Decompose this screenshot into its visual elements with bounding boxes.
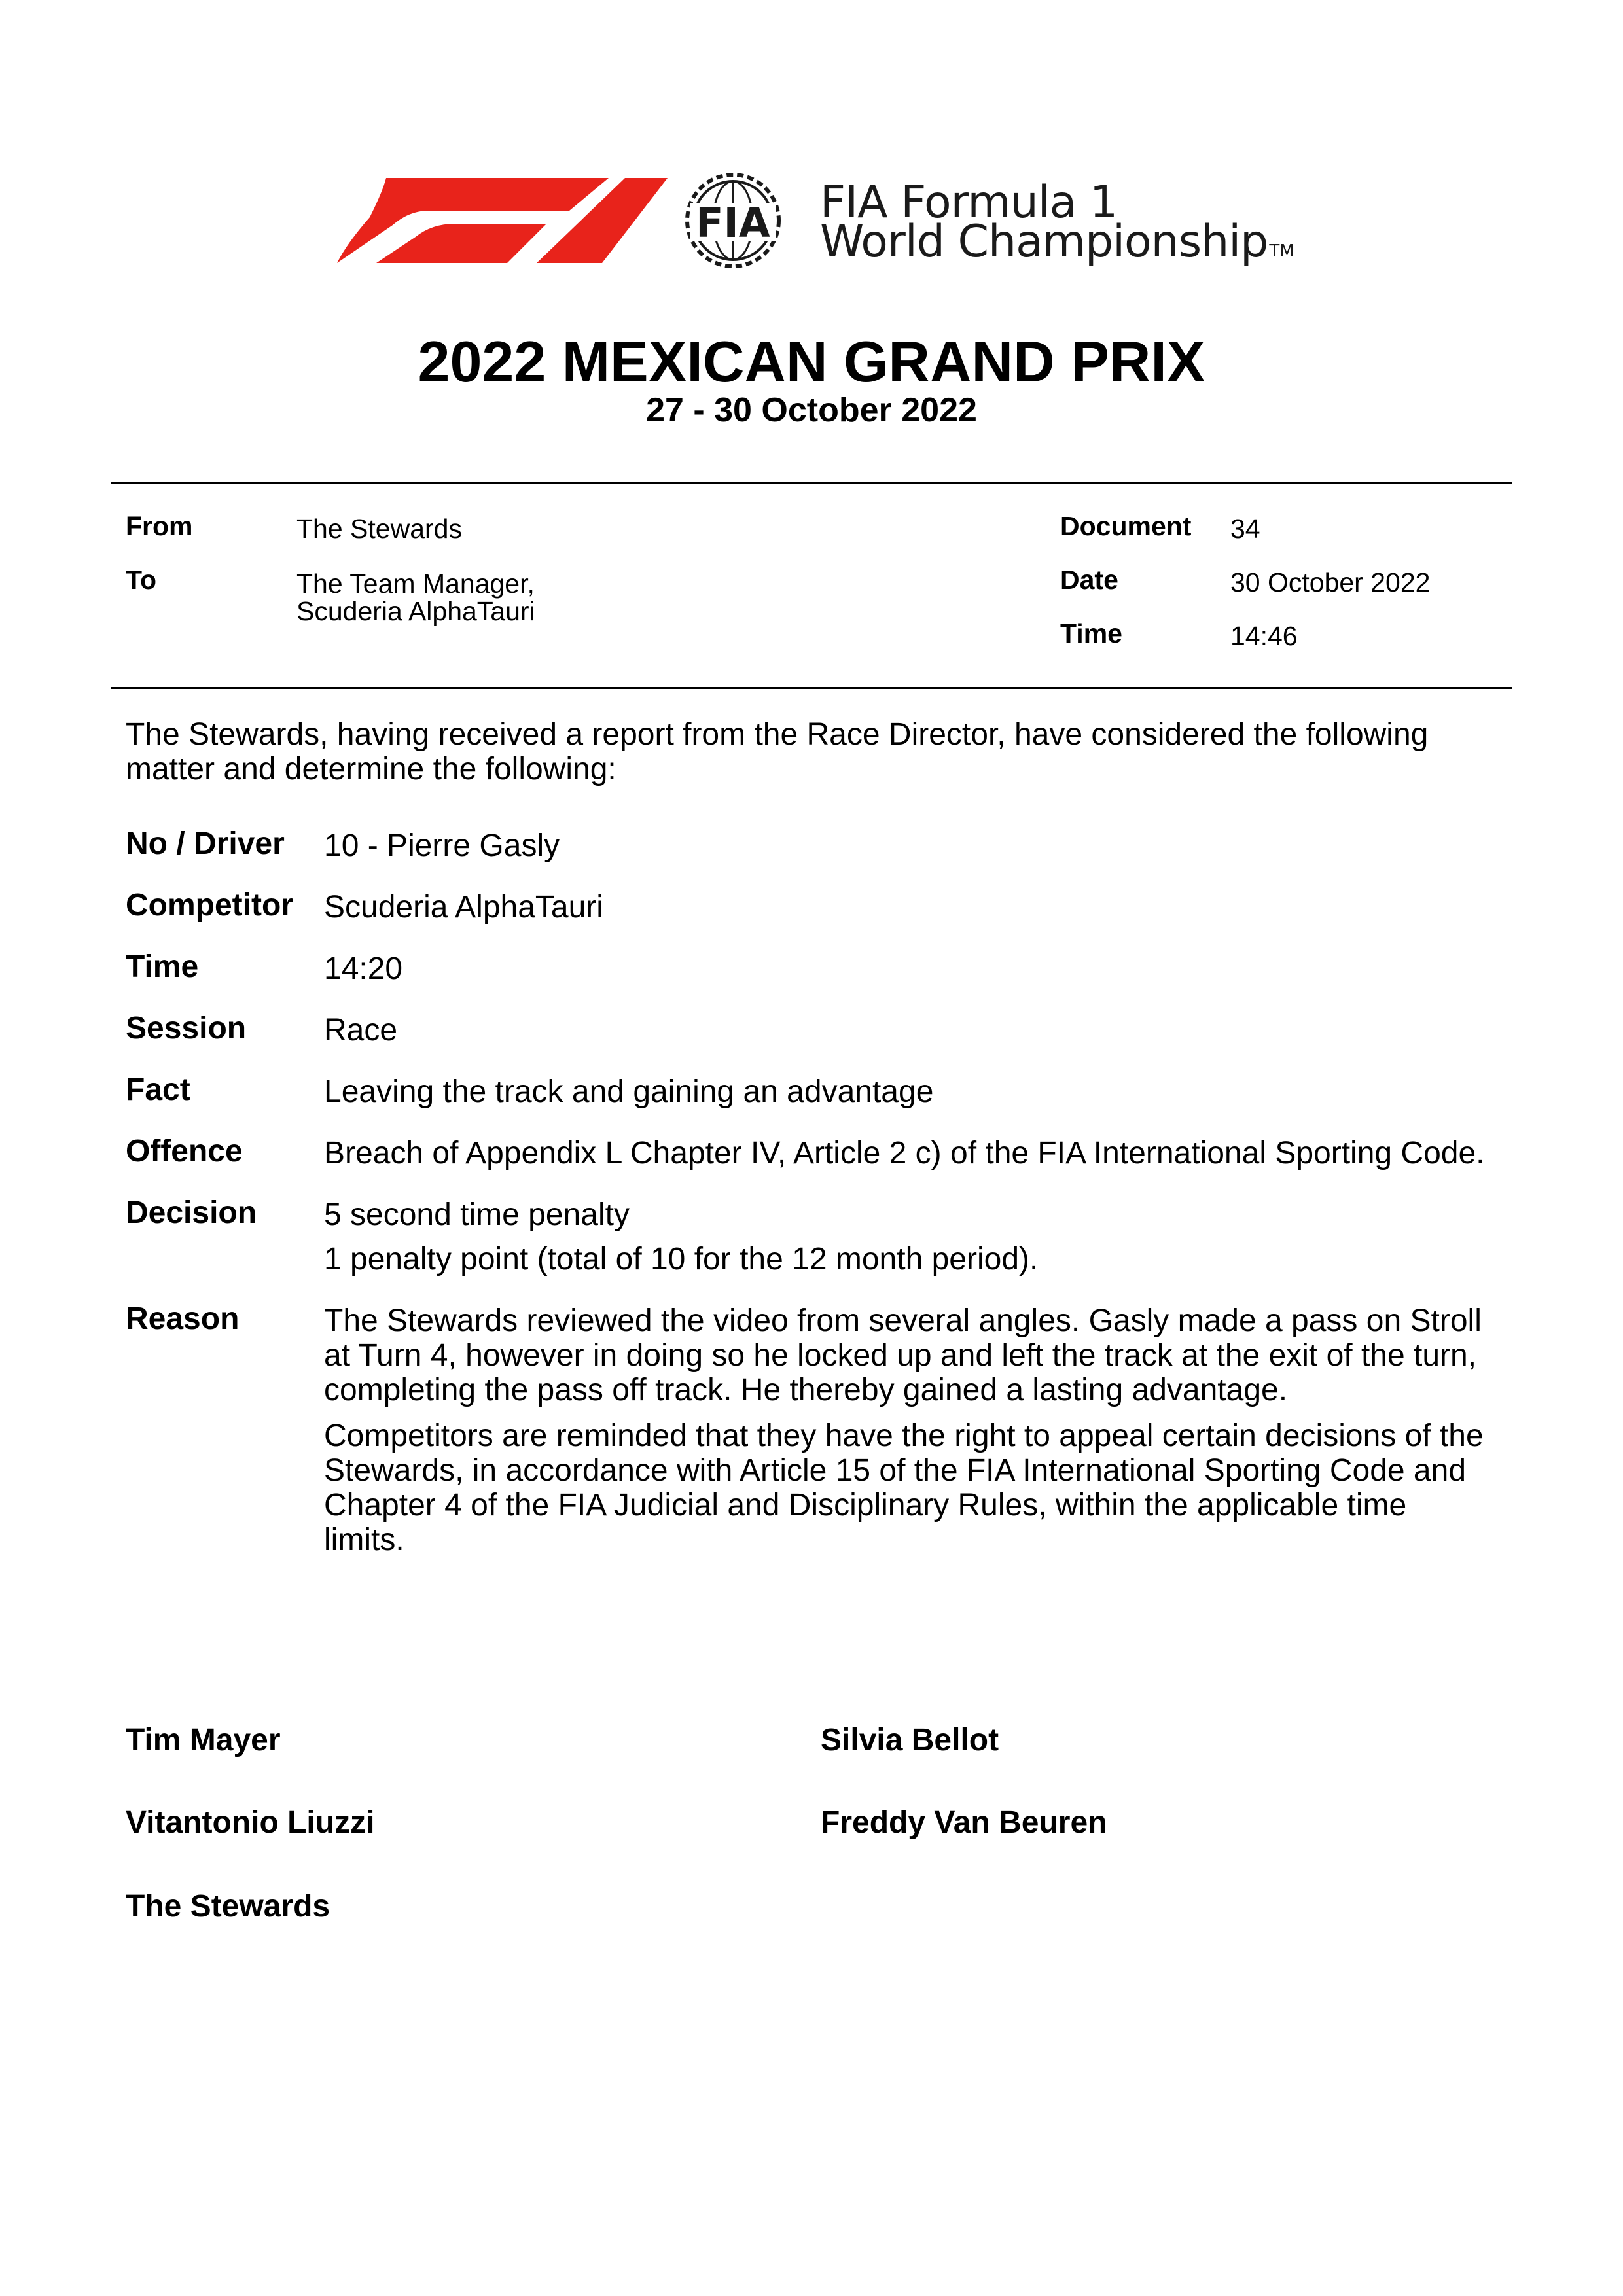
decision-label: Decision	[126, 1195, 257, 1230]
offence-label: Offence	[126, 1134, 243, 1169]
reason-line: completing the pass off track. He thereby gained a lasting advantage.	[324, 1373, 1288, 1407]
svg-text:FIA: FIA	[696, 199, 770, 247]
fia-globe-icon	[687, 175, 779, 266]
time-label: Time	[1060, 618, 1122, 648]
steward-signature-name: Tim Mayer	[126, 1723, 281, 1757]
decision-line: 5 second time penalty	[324, 1197, 630, 1232]
event-dates: 27 - 30 October 2022	[646, 391, 977, 429]
steward-signature-name: Vitantonio Liuzzi	[126, 1805, 375, 1840]
fact-value: Leaving the track and gaining an advantage	[324, 1074, 934, 1109]
incident-time-label: Time	[126, 949, 199, 984]
document-number: 34	[1230, 514, 1260, 544]
reason-paragraph-2	[324, 1419, 1495, 1557]
intro-paragraph	[126, 717, 1474, 786]
trademark-mark: TM	[1269, 241, 1294, 261]
competitor-label: Competitor	[126, 888, 293, 923]
fia-f1-logo	[337, 171, 1319, 276]
to-label: To	[126, 565, 157, 595]
document-label: Document	[1060, 511, 1192, 541]
driver-label: No / Driver	[126, 826, 285, 861]
f1-mark-icon	[337, 171, 815, 276]
session-label: Session	[126, 1011, 247, 1046]
divider-bottom	[111, 687, 1512, 689]
event-title: 2022 MEXICAN GRAND PRIX	[418, 329, 1205, 394]
date-value: 30 October 2022	[1230, 567, 1431, 597]
incident-time-value: 14:20	[324, 951, 403, 986]
reason-line: Chapter 4 of the FIA Judicial and Disciplinary Rules, within the applicable time limits.	[324, 1488, 1407, 1557]
reason-line: at Turn 4, however in doing so he locked up and left the track at the exit of the turn,	[324, 1338, 1477, 1373]
driver-value: 10 - Pierre Gasly	[324, 828, 560, 863]
to-value-line1: The Team Manager,	[296, 569, 535, 599]
reason-paragraph-1	[324, 1303, 1495, 1407]
divider-top	[111, 482, 1512, 484]
competitor-value: Scuderia AlphaTauri	[324, 890, 603, 925]
reason-line: The Stewards reviewed the video from several angles. Gasly made a pass on Stroll	[324, 1303, 1482, 1338]
session-value: Race	[324, 1013, 398, 1048]
fact-label: Fact	[126, 1072, 190, 1107]
signature-footer: The Stewards	[126, 1889, 330, 1924]
date-label: Date	[1060, 565, 1118, 595]
offence-value: Breach of Appendix L Chapter IV, Article 2 c) of the FIA International Sporting Code.	[324, 1136, 1485, 1171]
intro-line: matter and determine the following:	[126, 752, 616, 786]
reason-line: Stewards, in accordance with Article 15 of the FIA International Sporting Code and	[324, 1453, 1467, 1488]
reason-line: Competitors are reminded that they have the right to appeal certain decisions of the	[324, 1419, 1484, 1453]
reason-label: Reason	[126, 1301, 240, 1336]
from-label: From	[126, 511, 193, 541]
decision-line: 1 penalty point (total of 10 for the 12 month period).	[324, 1242, 1039, 1277]
to-value-line2: Scuderia AlphaTauri	[296, 596, 535, 626]
steward-signature-name: Silvia Bellot	[821, 1723, 999, 1757]
steward-signature-name: Freddy Van Beuren	[821, 1805, 1107, 1840]
time-value: 14:46	[1230, 621, 1298, 651]
logo-text-line2: World ChampionshipTM	[820, 216, 1294, 268]
from-value: The Stewards	[296, 514, 462, 544]
intro-line: The Stewards, having received a report from the Race Director, have considered the following	[126, 717, 1429, 752]
logo-text-line1: FIA Formula 1	[820, 177, 1118, 228]
